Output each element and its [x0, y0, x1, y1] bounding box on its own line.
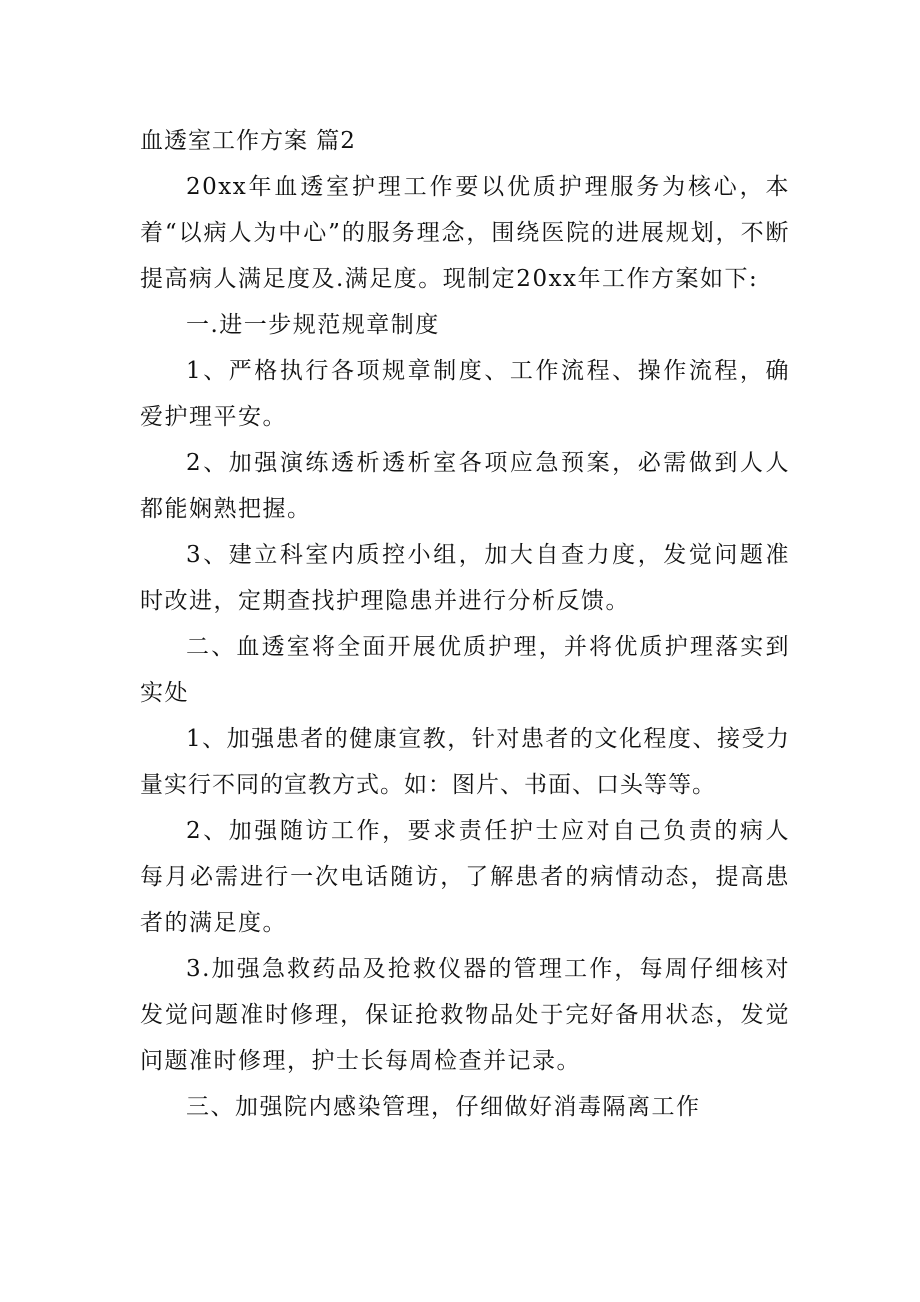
paragraph-2-2: 2、加强随访工作，要求责任护士应对自己负责的病人每月必需进行一次电话随访，了解患者的病情动态，提高患者的满足度。: [140, 818, 790, 936]
section-heading-2: 二、血透室将全面开展优质护理，并将优质护理落实到实处: [140, 634, 790, 706]
paragraph-1-1: 1、严格执行各项规章制度、工作流程、操作流程，确爱护理平安。: [140, 358, 790, 430]
paragraph-1-3: 3、建立科室内质控小组，加大自查力度，发觉问题准时改进，定期查找护理隐患并进行分析反馈。: [140, 542, 790, 614]
document-title: 血透室工作方案 篇2: [140, 128, 356, 154]
paragraph-2-1: 1、加强患者的健康宣教，针对患者的文化程度、接受力量实行不同的宣教方式。如：图片、书面、口头等等。: [140, 726, 790, 798]
paragraph-intro: 20xx年血透室护理工作要以优质护理服务为核心，本着“以病人为中心”的服务理念，围绕医院的进展规划，不断提高病人满足度及.满足度。现制定20xx年工作方案如下:: [140, 174, 790, 292]
section-heading-3: 三、加强院内感染管理，仔细做好消毒隔离工作: [186, 1094, 701, 1120]
document-body: [140, 164, 790, 1130]
paragraph-2-3: 3.加强急救药品及抢救仪器的管理工作，每周仔细核对发觉问题准时修理，保证抢救物品处于完好备用状态，发觉问题准时修理，护士长每周检查并记录。: [140, 956, 790, 1074]
section-heading-1: 一.进一步规范规章制度: [186, 312, 440, 338]
paragraph-1-2: 2、加强演练透析透析室各项应急预案，必需做到人人都能娴熟把握。: [140, 450, 790, 522]
